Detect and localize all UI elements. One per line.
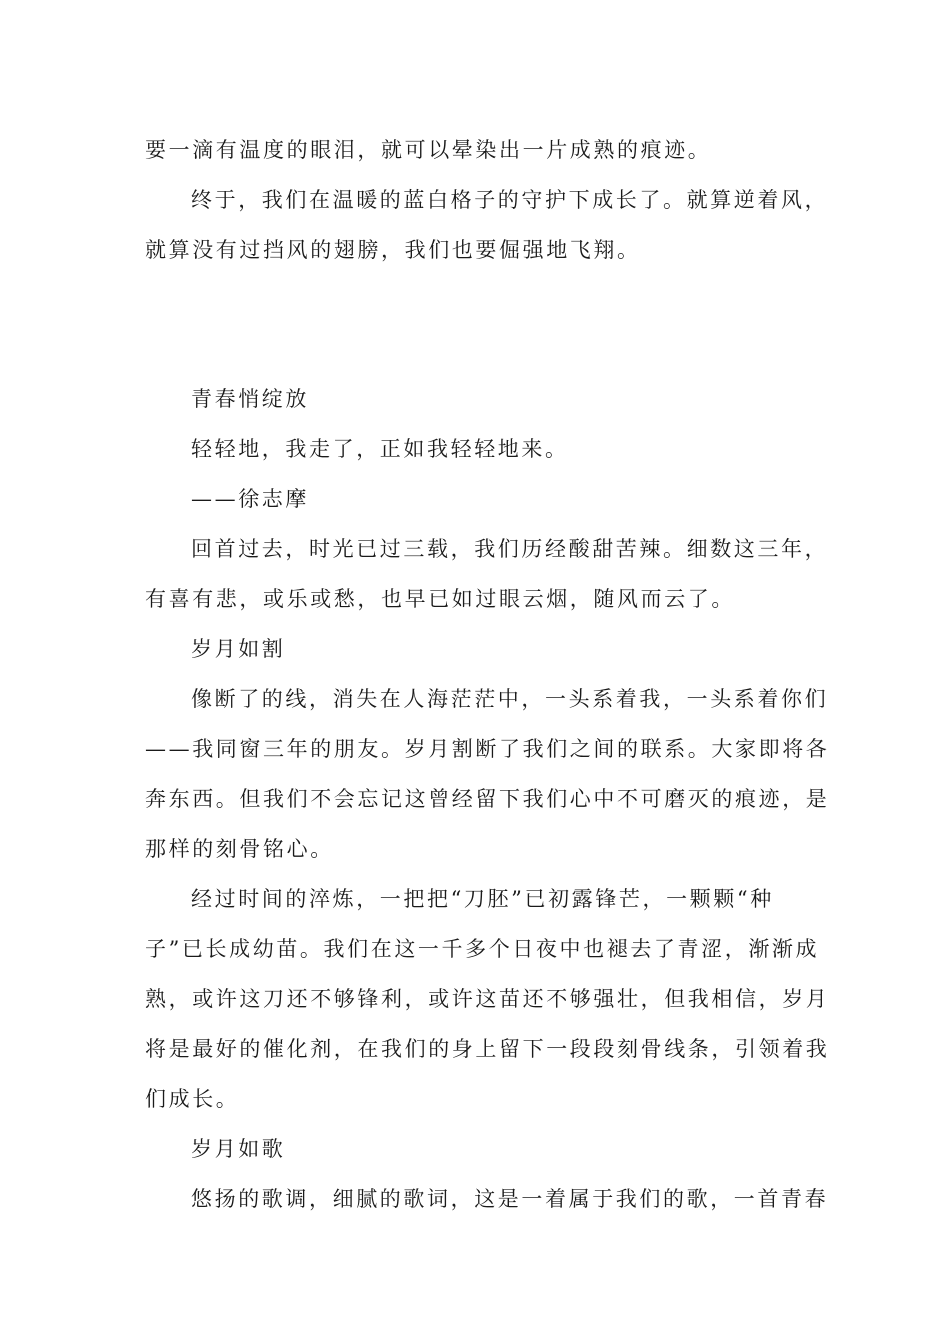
continued-paragraph xyxy=(145,125,829,275)
section-heading: 岁月如歌 xyxy=(191,1137,286,1161)
section-heading: 岁月如割 xyxy=(191,637,286,661)
text-line: 像断了的线，消失在人海茫茫中，一头系着我，一头系着你们 xyxy=(191,687,829,711)
text-line: 回首过去，时光已过三载，我们历经酸甜苦辣。细数这三年， xyxy=(191,537,829,561)
text-line: 将是最好的催化剂，在我们的身上留下一段段刻骨线条，引领着我 xyxy=(145,1037,830,1061)
text-line: 经过时间的淬炼，一把把“刀胚”已初露锋芒，一颗颗“种 xyxy=(191,887,774,911)
text-line: 要一滴有温度的眼泪，就可以晕染出一片成熟的痕迹。 xyxy=(145,138,712,162)
text-line: ——我同窗三年的朋友。岁月割断了我们之间的联系。大家即将各 xyxy=(145,737,830,761)
essay-title: 青春悄绽放 xyxy=(191,387,309,411)
text-line: 悠扬的歌调，细腻的歌词，这是一着属于我们的歌，一首青春 xyxy=(191,1187,829,1211)
text-line: 终于，我们在温暖的蓝白格子的守护下成长了。就算逆着风， xyxy=(191,188,829,212)
text-line: 们成长。 xyxy=(145,1087,240,1111)
epigraph-author: ——徐志摩 xyxy=(191,487,309,511)
text-line: 有喜有悲，或乐或愁，也早已如过眼云烟，随风而云了。 xyxy=(145,587,735,611)
epigraph-quote: 轻轻地，我走了，正如我轻轻地来。 xyxy=(191,437,569,461)
text-line: 子”已长成幼苗。我们在这一千多个日夜中也褪去了青涩，渐渐成 xyxy=(145,937,820,961)
text-line: 那样的刻骨铭心。 xyxy=(145,837,334,861)
text-line: 熟，或许这刀还不够锋利，或许这苗还不够强壮，但我相信，岁月 xyxy=(145,987,830,1011)
text-line: 奔东西。但我们不会忘记这曾经留下我们心中不可磨灭的痕迹，是 xyxy=(145,787,830,811)
essay-body xyxy=(145,374,830,1224)
text-line: 就算没有过挡风的翅膀，我们也要倔强地飞翔。 xyxy=(145,238,641,262)
